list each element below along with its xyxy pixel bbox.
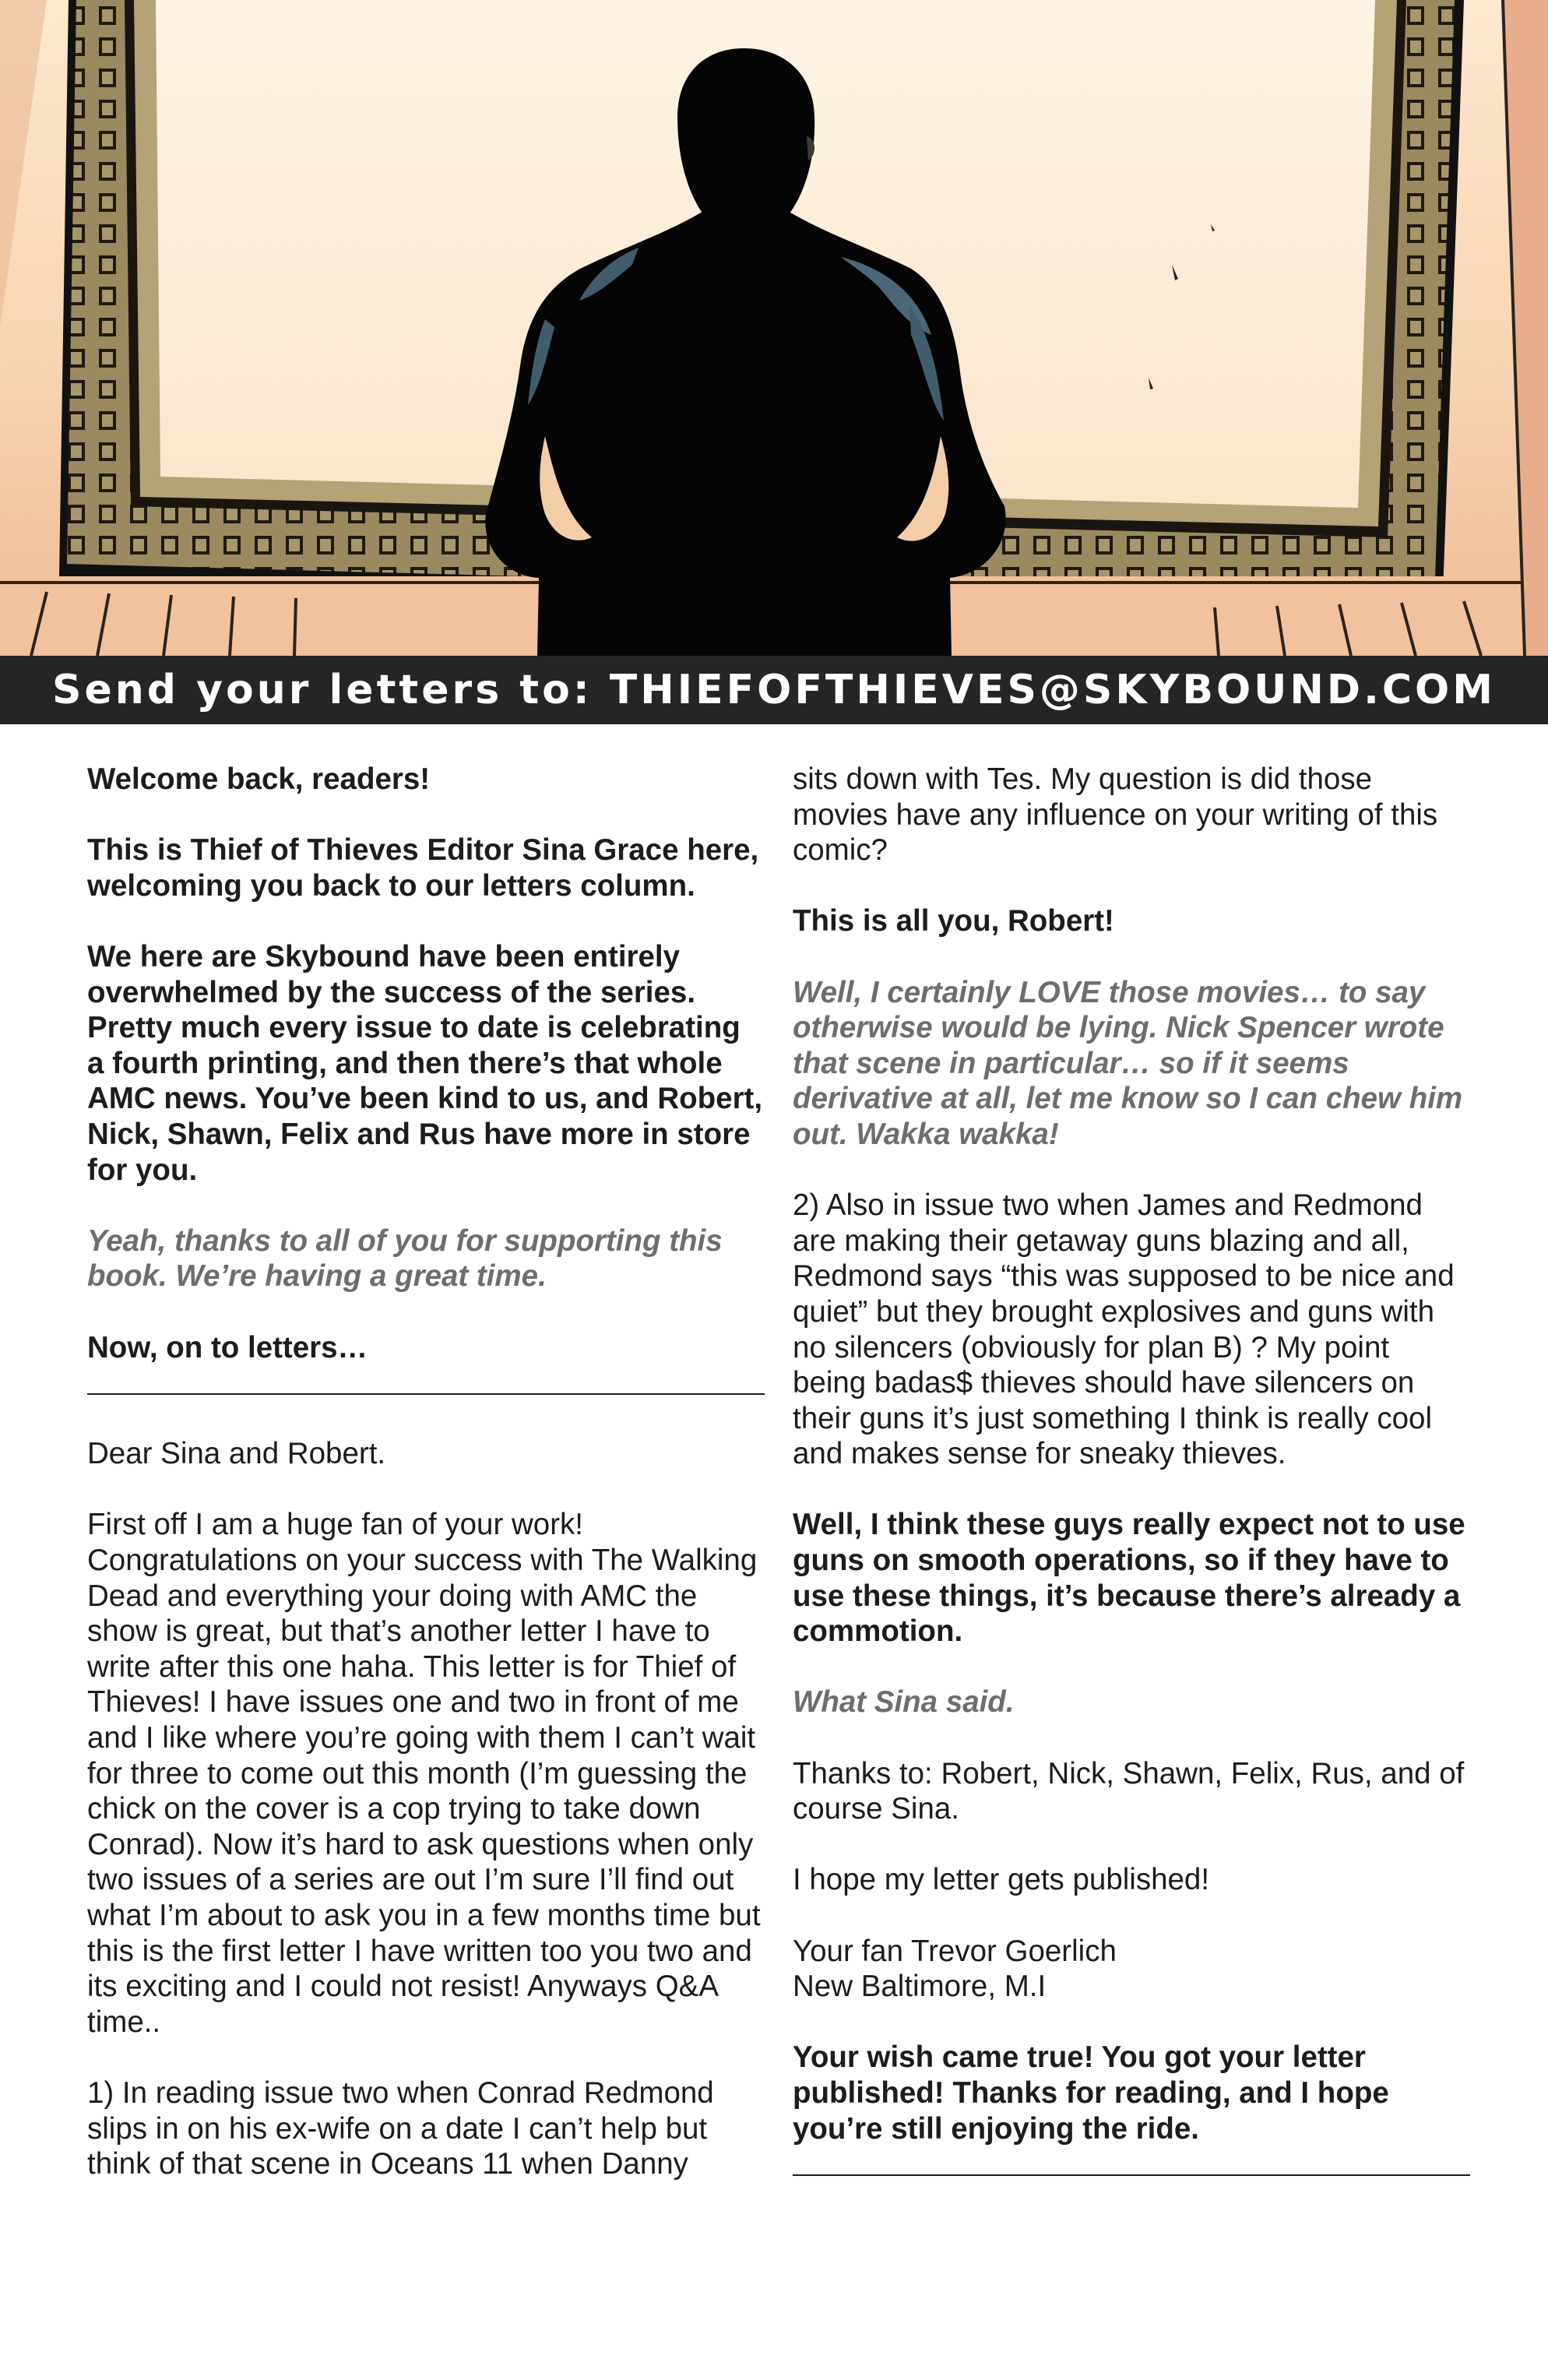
letter-thanks: Thanks to: Robert, Nick, Shawn, Felix, Rus, and of course Sina. — [793, 1756, 1465, 1826]
editor-greeting: Welcome back, readers! — [87, 762, 431, 796]
writer-answer-2: What Sina said. — [793, 1685, 1015, 1720]
signature-location: New Baltimore, M.I — [793, 1970, 1047, 2004]
section-divider — [87, 1365, 765, 1401]
letters-column-left — [87, 762, 765, 2182]
editor-intro: This is Thief of Thieves Editor Sina Grace here, welcoming you back to our letters column. — [87, 833, 759, 903]
editor-transition: Now, on to letters… — [87, 1330, 368, 1364]
letter-signature — [793, 1934, 1470, 2005]
editor-message: We here are Skybound have been entirely overwhelmed by the success of the series. Pretty much every issue to date is celebrating a fourth printing, and then there’s that whole AMC news. You’ve been kind to us, and Robert, Nick, Shawn, Felix and Rus have more in store for you. — [87, 939, 763, 1187]
letter-hope: I hope my letter gets published! — [793, 1863, 1210, 1897]
editor-answer-2: Well, I think these guys really expect not to use guns on smooth operations, so if they have to use these things, it’s because there’s already a commotion. — [793, 1508, 1465, 1649]
letter-body: First off I am a huge fan of your work! Congratulations on your success with The Walking Dead and everything your doing with AMC the show is great, but that’s another letter I have to write after this one haha. This letter is for Thief of Thieves! I have issues one and two in front of me and I like where you’re going with them I can’t wait for three to come out this month (I’m guessing the chick on the cover is a cop trying to take down Conrad). Now it’s hard to ask questions when only two issues of a series are out I’m sure I’ll find out what I’m about to ask you in a few months time but this is the first letter I have written too you two and its exciting and I could not resist! Anyways Q&A time.. — [87, 1508, 761, 2039]
letter-question-1: 1) In reading issue two when Conrad Redmond slips in on his ex-wife on a date I can’t help but think of that scene in Oceans 11 when Danny — [87, 2075, 714, 2181]
letter-salutation: Dear Sina and Robert. — [87, 1437, 386, 1471]
banner-text — [52, 667, 1496, 713]
letters-column-right — [793, 762, 1470, 2217]
signature-name: Your fan Trevor Goerlich — [793, 1934, 1117, 1968]
editor-handoff: This is all you, Robert! — [793, 904, 1114, 938]
closing-divider — [793, 2146, 1470, 2182]
banner-label: Send your letters to: — [52, 667, 593, 713]
letter-question-2: 2) Also in issue two when James and Redmond are making their getaway guns blazing and all, Redmond says “this was supposed to be nice and quiet” but they brought explosives and guns with no silencers (obviously for plan B) ? My point being badas$ thieves should have silencers on their guns it’s just something I think is really cool and makes sense for sneaky thieves. — [793, 1188, 1455, 1471]
comic-illustration — [0, 0, 1548, 656]
letters-submission-banner — [0, 656, 1548, 724]
writer-response: Yeah, thanks to all of you for supporting this book. We’re having a great time. — [87, 1223, 723, 1294]
editor-closing: Your wish came true! You got your letter published! Thanks for reading, and I hope you’re still enjoying the ride. — [793, 2040, 1389, 2146]
writer-answer-1: Well, I certainly LOVE those movies… to say otherwise would be lying. Nick Spencer wrote that scene in particular… so if it seems derivative at all, let me know so I can chew him out. Wakka wakka! — [793, 975, 1463, 1151]
letter-question-1-continued: sits down with Tes. My question is did those movies have any influence on your writing of this comic? — [793, 762, 1438, 868]
banner-email[interactable]: THIEFOFTHIEVES@SKYBOUND.COM — [609, 667, 1496, 713]
